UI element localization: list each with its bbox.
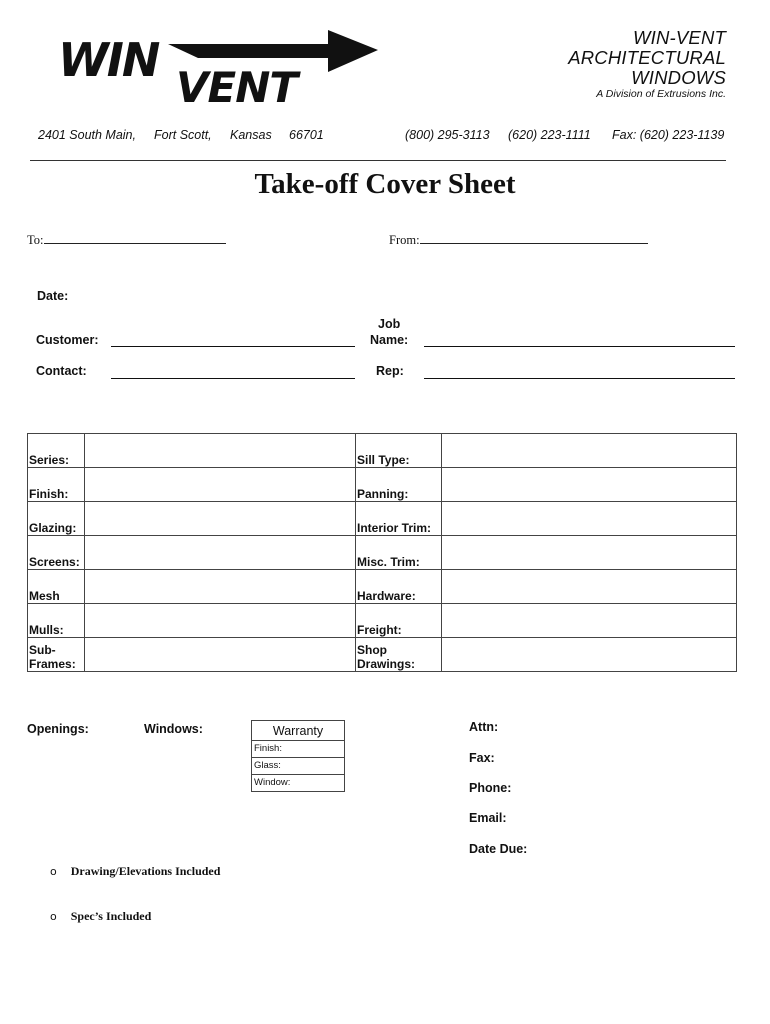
spec-value-left[interactable] [85, 604, 356, 638]
warranty-title: Warranty [252, 721, 344, 741]
table-row [28, 570, 737, 604]
warranty-finish[interactable]: Finish: [252, 741, 344, 758]
spec-value-left[interactable] [85, 434, 356, 468]
spec-label-right: Hardware: [356, 570, 442, 604]
svg-text:VENT: VENT [176, 63, 297, 108]
spec-value-right[interactable] [442, 570, 737, 604]
job-name-line[interactable] [424, 346, 735, 347]
warranty-box [251, 720, 345, 792]
address-street: 2401 South Main, [38, 128, 136, 142]
windows-label: Windows: [144, 722, 203, 736]
header-divider [30, 160, 726, 161]
spec-label-right: Misc. Trim: [356, 536, 442, 570]
date-label: Date: [37, 289, 69, 303]
company-line-2: ARCHITECTURAL [568, 47, 726, 68]
spec-value-left[interactable] [85, 570, 356, 604]
from-line [420, 232, 648, 244]
phone-1: (800) 295-3113 [405, 128, 490, 142]
spec-value-right[interactable] [442, 536, 737, 570]
spec-value-left[interactable] [85, 536, 356, 570]
spec-label-left: Series: [28, 434, 85, 468]
division-text: A Division of Extrusions Inc. [596, 88, 726, 100]
spec-value-left[interactable] [85, 638, 356, 672]
checkbox-bullet: o [50, 865, 57, 878]
spec-value-right[interactable] [442, 434, 737, 468]
company-name-block [568, 28, 726, 101]
email-label: Email: [469, 811, 507, 825]
spec-label-left: Glazing: [28, 502, 85, 536]
phone-label: Phone: [469, 781, 512, 795]
table-row [28, 536, 737, 570]
checklist-item-drawings[interactable] [50, 864, 220, 879]
checklist-label: Spec’s Included [70, 909, 152, 923]
company-line-1: WIN-VENT [632, 27, 726, 48]
spec-label-right: Panning: [356, 468, 442, 502]
spec-label-left: Screens: [28, 536, 85, 570]
customer-line[interactable] [111, 346, 355, 347]
attn-label: Attn: [469, 720, 499, 734]
table-row [28, 638, 737, 672]
to-line [44, 232, 226, 244]
spec-label-left: Mesh [28, 570, 85, 604]
spec-label-left: Sub- Frames: [28, 638, 85, 672]
spec-label-right: Shop Drawings: [356, 638, 442, 672]
spec-value-right[interactable] [442, 502, 737, 536]
table-row [28, 502, 737, 536]
spec-value-right[interactable] [442, 604, 737, 638]
from-label: From: [389, 233, 420, 247]
table-row [28, 434, 737, 468]
date-due-label: Date Due: [469, 842, 528, 856]
svg-text:WIN: WIN [58, 33, 159, 87]
checkbox-bullet: o [50, 910, 57, 923]
table-row [28, 468, 737, 502]
openings-label: Openings: [27, 722, 89, 736]
fax-number: Fax: (620) 223-1139 [612, 128, 725, 142]
warranty-window[interactable]: Window: [254, 777, 291, 788]
customer-label: Customer: [36, 333, 99, 347]
fax-label: Fax: [469, 751, 495, 765]
spec-value-right[interactable] [442, 468, 737, 502]
checklist-item-specs[interactable] [50, 909, 151, 924]
address-zip: 66701 [289, 128, 324, 142]
spec-label-left: Finish: [28, 468, 85, 502]
spec-label-right: Sill Type: [356, 434, 442, 468]
rep-line[interactable] [424, 378, 735, 379]
address-state: Kansas [230, 128, 272, 142]
spec-value-right[interactable] [442, 638, 737, 672]
company-line-3: WINDOWS [631, 67, 726, 88]
rep-label: Rep: [376, 364, 404, 378]
to-label: To: [27, 233, 44, 247]
address-city: Fort Scott, [154, 128, 212, 142]
spec-label-left: Mulls: [28, 604, 85, 638]
table-row [28, 604, 737, 638]
spec-label-right: Freight: [356, 604, 442, 638]
spec-table [27, 433, 737, 672]
job-label-line1: Job [378, 317, 401, 331]
from-field[interactable] [389, 232, 648, 248]
page-title: Take-off Cover Sheet [254, 168, 516, 200]
checklist-label: Drawing/Elevations Included [70, 864, 221, 878]
spec-value-left[interactable] [85, 468, 356, 502]
spec-label-right: Interior Trim: [356, 502, 442, 536]
to-field[interactable] [27, 232, 226, 248]
win-vent-logo [28, 26, 388, 108]
warranty-glass[interactable]: Glass: [252, 758, 344, 775]
contact-label: Contact: [36, 364, 87, 378]
spec-value-left[interactable] [85, 502, 356, 536]
contact-line[interactable] [111, 378, 355, 379]
job-label-line2: Name: [370, 333, 409, 347]
phone-2: (620) 223-1111 [508, 128, 591, 142]
